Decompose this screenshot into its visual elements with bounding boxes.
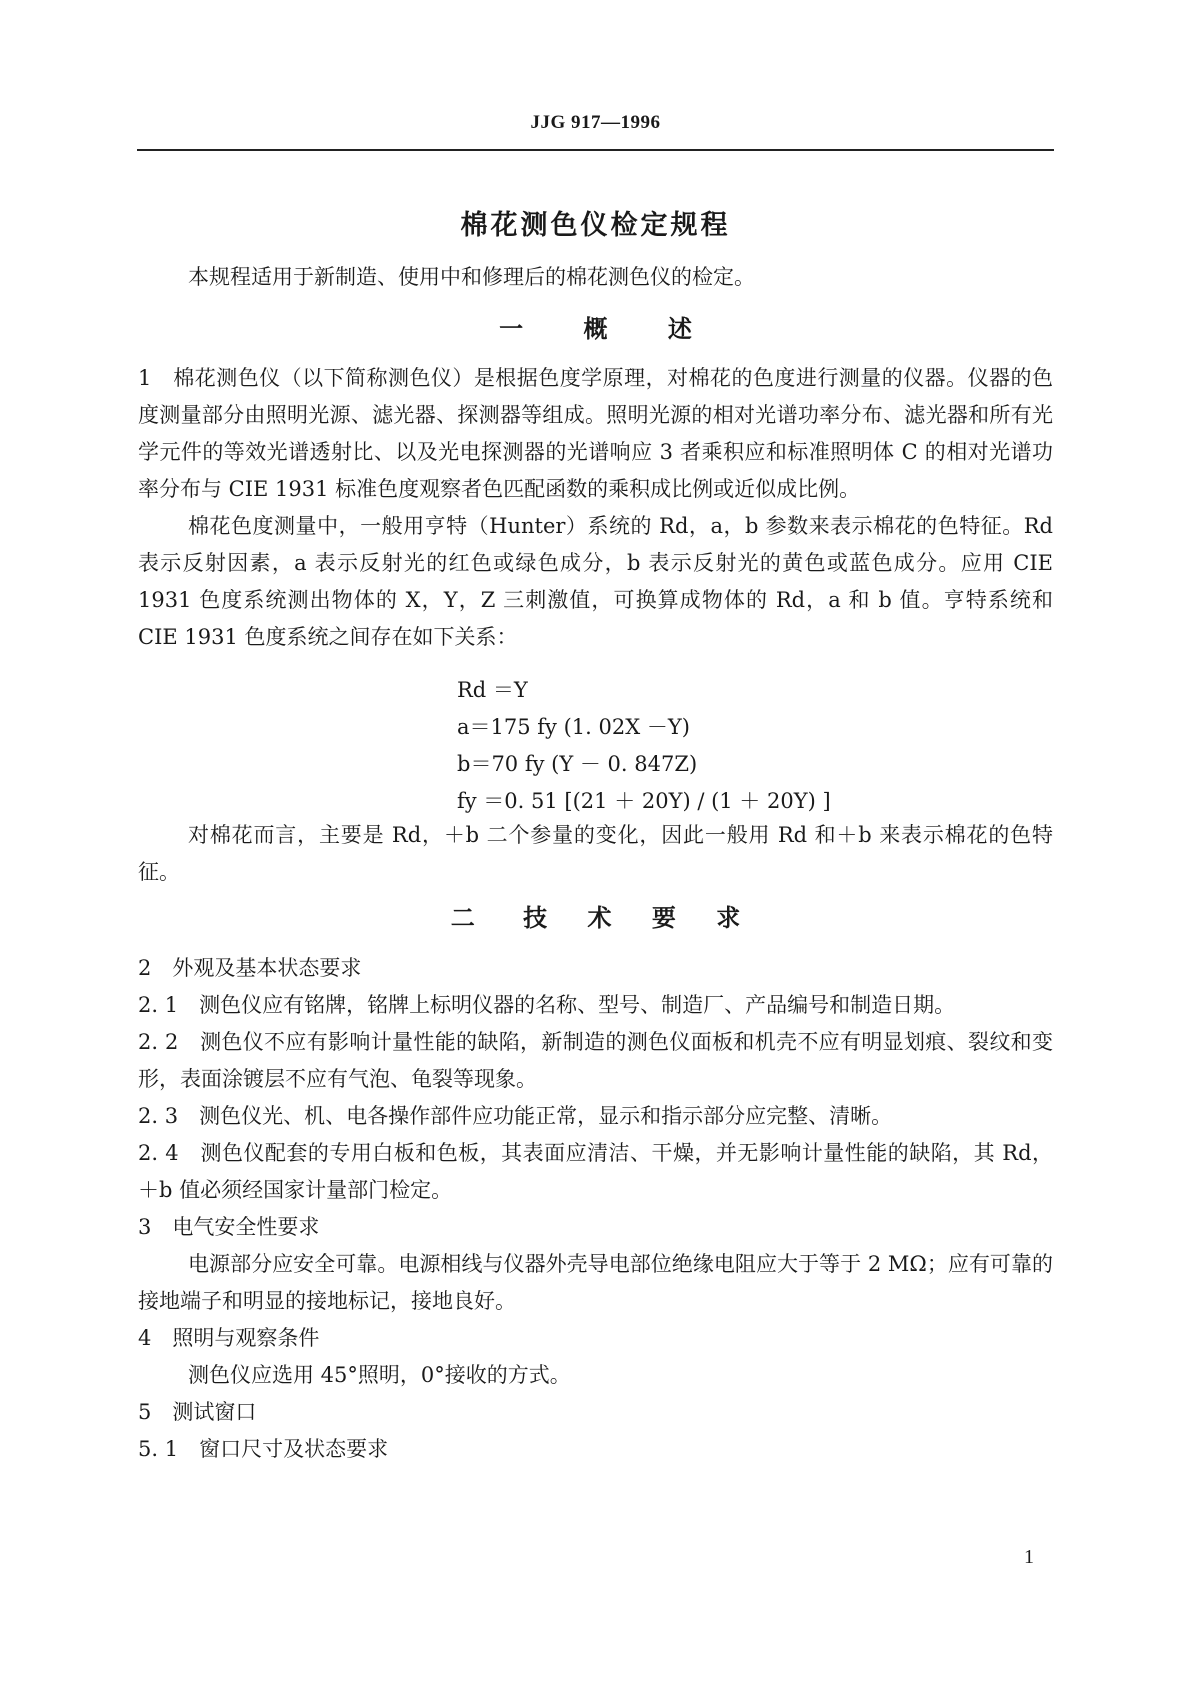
item-5-1: 5. 1 窗口尺寸及状态要求	[138, 1437, 389, 1461]
page-number: 1	[1024, 1546, 1034, 1568]
formula-rd: Rd ＝Y	[457, 678, 528, 702]
section2-heading-char: 技	[523, 904, 548, 932]
item-5: 5 测试窗口	[138, 1400, 257, 1424]
item-4: 4 照明与观察条件	[138, 1326, 320, 1350]
page-title: 棉花测色仪检定规程	[460, 210, 731, 241]
section1-heading-char: 概	[583, 315, 608, 343]
section2-heading-char: 二	[450, 904, 475, 932]
item-2-4: 2. 4 测色仪配套的专用白板和色板，其表面应清洁、干燥，并无影响计量性能的缺陷，其 Rd，＋b 值必须经国家计量部门检定。	[138, 1141, 1053, 1202]
paragraph-2: 棉花色度测量中，一般用亨特（Hunter）系统的 Rd，a，b 参数来表示棉花的色特征。Rd 表示反射因素，a 表示反射光的红色或绿色成分，b 表示反射光的黄色或蓝色成分。应用 CIE 1931 色度系统测出物体的 X，Y，Z 三刺激值，可换算成物体的 Rd，a 和 b 值。亨特系统和 CIE 1931 色度系统之间存在如下关系：	[138, 514, 1053, 649]
document-code-header: JJG 917—1996	[530, 112, 661, 133]
section2-heading-char: 要	[651, 904, 676, 932]
item-2-1: 2. 1 测色仪应有铭牌，铭牌上标明仪器的名称、型号、制造厂、产品编号和制造日期。	[138, 993, 956, 1017]
item-3: 3 电气安全性要求	[138, 1215, 320, 1239]
formula-b: b＝70 fy (Y － 0. 847Z)	[457, 752, 698, 776]
item-2: 2 外观及基本状态要求	[138, 956, 362, 980]
formula-block	[457, 672, 831, 820]
paragraph-1: 1 棉花测色仪（以下简称测色仪）是根据色度学原理，对棉花的色度进行测量的仪器。仪器的色度测量部分由照明光源、滤光器、探测器等组成。照明光源的相对光谱功率分布、滤光器和所有光学元件的等效光谱透射比、以及光电探测器的光谱响应 3 者乘积应和标准照明体 C 的相对光谱功率分布与 CIE 1931 标准色度观察者色匹配函数的乘积成比例或近似成比例。	[138, 366, 1053, 501]
paragraph-3-block	[138, 817, 1053, 891]
header-rule	[137, 149, 1054, 151]
section2-heading	[138, 898, 1053, 933]
intro-block	[138, 259, 1053, 296]
formula-fy: fy ＝0. 51 [(21 ＋ 20Y) / (1 ＋ 20Y) ]	[457, 789, 831, 813]
section2-body	[138, 950, 1053, 1468]
item-2-3: 2. 3 测色仪光、机、电各操作部件应功能正常，显示和指示部分应完整、清晰。	[138, 1104, 893, 1128]
section1-heading-char: 述	[667, 315, 692, 343]
section1-body	[138, 360, 1053, 656]
item-3-text: 电源部分应安全可靠。电源相线与仪器外壳导电部位绝缘电阻应大于等于 2 MΩ；应有可靠的接地端子和明显的接地标记，接地良好。	[138, 1252, 1053, 1313]
intro-paragraph: 本规程适用于新制造、使用中和修理后的棉花测色仪的检定。	[188, 265, 755, 289]
section2-heading-char: 求	[716, 904, 741, 932]
item-4-text: 测色仪应选用 45°照明，0°接收的方式。	[188, 1363, 571, 1387]
paragraph-3: 对棉花而言，主要是 Rd，＋b 二个参量的变化，因此一般用 Rd 和＋b 来表示棉花的色特征。	[138, 823, 1053, 884]
section1-heading	[138, 309, 1053, 344]
section2-heading-char: 术	[587, 904, 612, 932]
formula-a: a＝175 fy (1. 02X －Y)	[457, 715, 690, 739]
item-2-2: 2. 2 测色仪不应有影响计量性能的缺陷，新制造的测色仪面板和机壳不应有明显划痕、裂纹和变形，表面涂镀层不应有气泡、龟裂等现象。	[138, 1030, 1053, 1091]
section1-heading-char: 一	[499, 315, 524, 343]
